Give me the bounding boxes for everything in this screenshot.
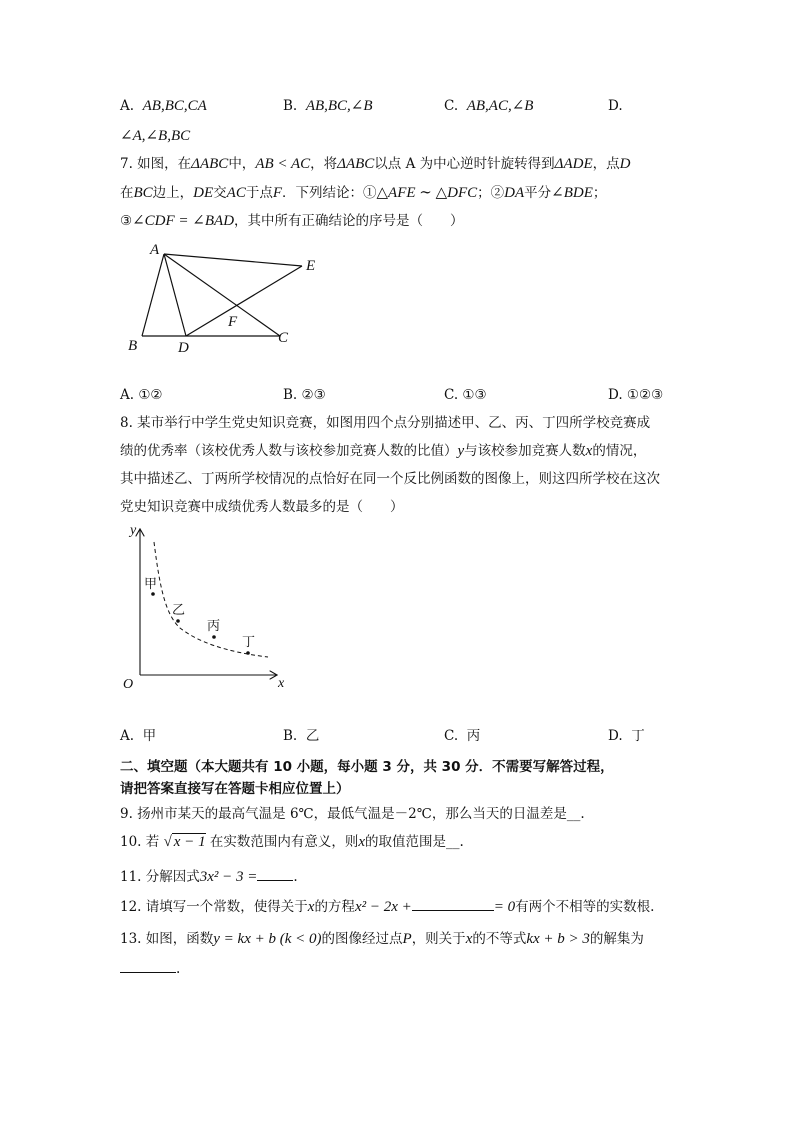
point-yi [176,619,180,623]
q8-option-d: D. 丁 [608,728,645,744]
q9-text: 9. 扬州市某天的最高气温是 6℃，最低气温是－2℃，那么当天的日温差是__. [120,806,585,822]
section-2-heading-line-2: 请把答案直接写在答题卡相应位置上） [120,781,350,797]
label-origin: O [123,677,134,692]
q10-line: 10. 若 √ x − 1 在实数范围内有意义，则x的取值范围是__. [120,834,464,850]
q6-option-c: C. AB,AC,∠B [444,98,534,114]
label-y: y [130,523,137,538]
q7-line-2: 在BC边上，DE交AC于点F．下列结论：①△AFE ∼ △DFC；②DA平分∠BDE； [120,185,607,201]
label-a: A [150,242,160,258]
q7-triangle-figure [120,238,330,360]
q7-option-c: C. ①③ [444,387,487,403]
q6-option-d: D. [608,98,623,114]
q6-option-a: A. AB,BC,CA [120,98,207,114]
q6-option-a-text: AB,BC,CA [142,98,207,114]
q6-option-c-text: AB,AC,∠B [466,98,534,114]
q13-line: 13. 如图，函数y = kx + b (k < 0)的图像经过点P，则关于x的不等式kx + b > 3的解集为 [120,931,644,947]
label-e: E [306,258,316,274]
q8-option-b: B. 乙 [283,728,320,744]
q12-answer-blank[interactable] [412,896,494,911]
q8-graph-figure [118,520,293,695]
q7-line-1: 7. 如图，在ΔABC中，AB < AC，将ΔABC以点 A 为中心逆时针旋转得到ΔADE，点D [120,156,631,172]
q6-option-b-text: AB,BC,∠B [305,98,373,114]
label-d: D [178,340,189,356]
label-c: C [278,330,289,346]
label-b: B [128,338,138,354]
point-ding [246,651,250,655]
q8-option-a: A. 甲 [120,728,157,744]
segment-ae [164,254,302,266]
point-bing [212,635,216,639]
label-f: F [228,314,238,330]
q12-line: 12. 请填写一个常数，使得关于x的方程x² − 2x + = 0有两个不相等的实数根. [120,896,654,917]
q8-line-1: 8. 某市举行中学生党史知识竞赛，如图用四个点分别描述甲、乙、丙、丁四所学校竞赛成 [120,415,651,431]
q8-line-2: 绩的优秀率（该校优秀人数与该校参加竞赛人数的比值）y与该校参加竞赛人数x的情况， [120,443,647,459]
q8-option-c: C. 丙 [444,728,481,744]
segment-ad [164,254,186,336]
q8-line-4: 党史知识竞赛中成绩优秀人数最多的是（ ） [120,499,404,515]
label-x: x [278,676,285,691]
q7-option-b: B. ②③ [283,387,326,403]
q6-option-b: B. AB,BC,∠B [283,98,373,114]
label-bing: 丙 [207,618,221,633]
segment-ac [164,254,280,336]
q13-answer-blank[interactable] [120,958,176,973]
label-jia: 甲 [144,576,158,591]
q7-option-a: A. ①② [120,387,163,403]
point-jia [151,592,155,596]
q7-option-d: D. ①②③ [608,387,664,403]
q7-line-3: ③∠CDF = ∠BAD，其中所有正确结论的序号是（ ） [120,213,464,229]
segment-de [186,266,302,336]
q13-answer-line: . [120,958,180,979]
q11-answer-blank[interactable] [257,866,293,881]
q6-option-d-text: ∠A,∠B,BC [120,128,191,144]
section-2-heading-line-1: 二、填空题（本大题共有 10 小题，每小题 3 分，共 30 分．不需要写解答过程， [120,759,614,775]
label-ding: 丁 [242,634,256,649]
label-yi: 乙 [172,602,186,617]
segment-ab [142,254,164,336]
q8-line-3: 其中描述乙、丁两所学校情况的点恰好在同一个反比例函数的图像上，则这四所学校在这次 [120,471,660,487]
sqrt-expression: √ x − 1 [163,834,206,850]
q11-line: 11. 分解因式3x² − 3 = . [120,866,298,887]
